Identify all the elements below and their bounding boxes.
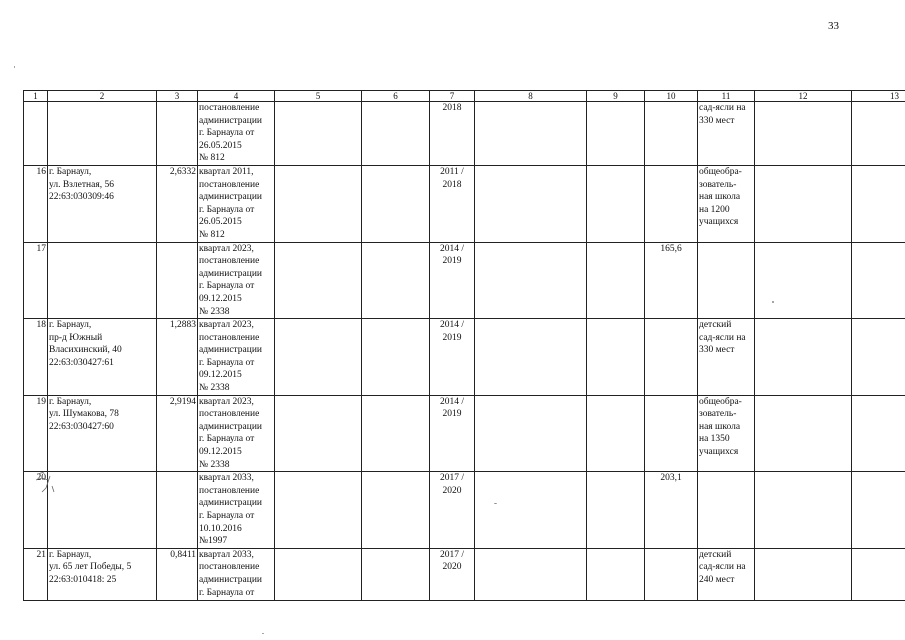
cell-line: постановление — [199, 332, 260, 343]
cell-col-1: 17 — [24, 242, 48, 319]
column-header-10: 10 — [645, 91, 698, 102]
cell-col-5 — [275, 242, 362, 319]
cell-line: г. Барнаула от — [199, 281, 255, 292]
cell-col-12 — [755, 548, 852, 600]
cell-line: 22:63:030427:61 — [49, 357, 114, 368]
cell-line: № 812 — [199, 229, 225, 240]
cell-col-3 — [157, 102, 198, 166]
cell-line: 240 мест — [699, 574, 735, 585]
cell-col-6 — [362, 102, 430, 166]
cell-line: 2011 / — [440, 166, 464, 177]
cell-line: 2018 — [442, 103, 462, 113]
cell-line: г. Барнаул, — [49, 549, 92, 560]
table-row — [24, 395, 905, 472]
cell-line: администрации — [199, 574, 263, 585]
cell-col-6 — [362, 472, 430, 549]
cell-col-6 — [362, 548, 430, 600]
table-row — [24, 472, 905, 549]
cell-line: 2019 — [442, 409, 462, 420]
cell-col-7 — [430, 165, 475, 242]
cell-line: 22:63:030427:60 — [49, 421, 114, 432]
cell-col-1: 21 — [24, 548, 48, 600]
cell-col-3: 0,8411 — [157, 548, 198, 600]
cell-line: постановление — [199, 562, 260, 573]
page-number: 33 — [828, 20, 839, 32]
cell-col-8 — [475, 242, 587, 319]
cell-line: общеобра- — [699, 396, 742, 407]
cell-line: сад-ясли на — [699, 103, 746, 113]
cell-line: администрации — [199, 268, 263, 279]
cell-col-2 — [48, 242, 157, 319]
cell-col-11 — [698, 319, 755, 396]
handwritten-mark — [32, 468, 62, 498]
cell-line: ная школа — [699, 192, 741, 203]
cell-line: 2017 / — [439, 549, 464, 560]
cell-col-5 — [275, 319, 362, 396]
cell-line: №1997 — [199, 536, 228, 547]
cell-line: г. Барнаула от — [199, 204, 255, 215]
cell-col-13 — [852, 319, 905, 396]
cell-col-12 — [755, 395, 852, 472]
column-header-13: 13 — [852, 91, 905, 102]
cell-col-10 — [645, 102, 698, 166]
cell-line: 09.12.2015 — [199, 447, 242, 458]
cell-line: сад-ясли на — [699, 562, 746, 573]
cell-col-7 — [430, 242, 475, 319]
cell-col-5 — [275, 395, 362, 472]
column-header-3: 3 — [157, 91, 198, 102]
cell-col-6 — [362, 395, 430, 472]
cell-line: зователь- — [699, 409, 737, 420]
cell-col-7 — [430, 548, 475, 600]
column-header-7: 7 — [430, 91, 475, 102]
cell-line: 2014 / — [439, 243, 464, 254]
cell-line: ул. 65 лет Победы, 5 — [49, 562, 132, 573]
cell-col-13 — [852, 242, 905, 319]
cell-col-11 — [698, 548, 755, 600]
table-row — [24, 165, 905, 242]
cell-line: квартал 2023, — [199, 243, 254, 254]
cell-line: г. Барнаула от — [199, 511, 255, 521]
cell-col-9 — [587, 395, 645, 472]
cell-line: учащихся — [699, 217, 739, 228]
cell-col-9 — [587, 319, 645, 396]
cell-line: на 1200 — [699, 204, 730, 215]
cell-col-12 — [755, 242, 852, 319]
table-row — [24, 102, 905, 166]
cell-col-12 — [755, 319, 852, 396]
scan-speck — [14, 66, 15, 68]
cell-col-3: 2,6332 — [157, 165, 198, 242]
cell-line: г. Барнаула от — [199, 357, 255, 368]
cell-line: № 2338 — [199, 383, 230, 394]
cell-col-7 — [430, 319, 475, 396]
cell-line: администрации — [199, 115, 263, 126]
column-header-6: 6 — [362, 91, 430, 102]
cell-line: г. Барнаул, — [49, 166, 92, 177]
cell-line: г. Барнаула от — [199, 434, 255, 445]
column-header-12: 12 — [755, 91, 852, 102]
cell-col-13 — [852, 548, 905, 600]
cell-col-9 — [587, 102, 645, 166]
table-row — [24, 548, 905, 600]
cell-line: Власихинский, 40 — [49, 345, 122, 356]
column-header-5: 5 — [275, 91, 362, 102]
column-header-1: 1 — [24, 91, 48, 102]
cell-line: постановление — [199, 256, 260, 267]
cell-line: г. Барнаул, — [49, 396, 92, 407]
cell-line: сад-ясли на — [699, 332, 746, 343]
cell-line: 2014 / — [439, 396, 464, 407]
cell-col-5 — [275, 472, 362, 549]
table-row — [24, 319, 905, 396]
cell-line: № 812 — [199, 153, 225, 164]
cell-col-12 — [755, 102, 852, 166]
cell-line: администрации — [199, 498, 263, 509]
cell-line: зователь- — [699, 179, 737, 190]
scan-speck — [772, 301, 774, 303]
cell-col-4 — [198, 242, 275, 319]
cell-col-2 — [48, 319, 157, 396]
cell-line: г. Барнаул, — [49, 320, 92, 331]
cell-col-1: 19 — [24, 395, 48, 472]
cell-col-4 — [198, 102, 275, 166]
cell-col-5 — [275, 102, 362, 166]
cell-col-7 — [430, 472, 475, 549]
cell-line: ная школа — [699, 421, 741, 432]
table-row — [24, 242, 905, 319]
cell-line: общеобра- — [699, 166, 742, 177]
cell-line: 2019 — [442, 332, 462, 343]
cell-line: 10.10.2016 — [199, 523, 242, 534]
cell-col-13 — [852, 395, 905, 472]
cell-line: пр-д Южный — [49, 332, 103, 343]
cell-col-4 — [198, 395, 275, 472]
cell-col-11 — [698, 242, 755, 319]
cell-line: 26.05.2015 — [199, 217, 242, 228]
cell-line: квартал 2033, — [199, 473, 254, 484]
cell-col-7 — [430, 395, 475, 472]
cell-line: постановление — [199, 103, 260, 113]
cell-line: № 2338 — [199, 306, 230, 317]
cell-col-2 — [48, 395, 157, 472]
cell-col-13 — [852, 472, 905, 549]
cell-col-13 — [852, 102, 905, 166]
column-header-4: 4 — [198, 91, 275, 102]
cell-line: 2018 — [442, 179, 462, 190]
cell-col-8 — [475, 395, 587, 472]
data-table — [23, 90, 905, 601]
cell-col-2 — [48, 548, 157, 600]
cell-line: 22:63:010418: 25 — [49, 574, 117, 585]
cell-line: 330 мест — [699, 115, 735, 126]
cell-col-3 — [157, 472, 198, 549]
cell-line: постановление — [199, 179, 260, 190]
scan-speck — [262, 633, 264, 634]
cell-line: 22:63:030309:46 — [49, 192, 114, 203]
cell-col-1: 20 — [24, 472, 48, 549]
column-header-11: 11 — [698, 91, 755, 102]
cell-col-11 — [698, 102, 755, 166]
cell-col-6 — [362, 242, 430, 319]
cell-line: администрации — [199, 421, 263, 432]
cell-col-5 — [275, 165, 362, 242]
cell-col-5 — [275, 548, 362, 600]
cell-line: 2017 / — [439, 473, 464, 484]
cell-line: квартал 2011, — [199, 166, 254, 177]
cell-col-11 — [698, 395, 755, 472]
cell-line: учащихся — [699, 447, 739, 458]
cell-line: 2019 — [442, 256, 462, 267]
cell-line: ул. Шумакова, 78 — [49, 409, 119, 420]
cell-line: администрации — [199, 192, 263, 203]
cell-line: 2020 — [442, 485, 462, 496]
cell-col-4 — [198, 319, 275, 396]
cell-line: 330 мест — [699, 345, 735, 356]
column-header-2: 2 — [48, 91, 157, 102]
cell-col-6 — [362, 165, 430, 242]
column-header-9: 9 — [587, 91, 645, 102]
cell-line: 09.12.2015 — [199, 293, 242, 304]
cell-col-8 — [475, 472, 587, 549]
cell-col-2 — [48, 165, 157, 242]
cell-line: постановление — [199, 409, 260, 420]
cell-line: № 2338 — [199, 459, 230, 470]
cell-col-10 — [645, 319, 698, 396]
cell-col-4 — [198, 472, 275, 549]
cell-col-2 — [48, 472, 157, 549]
cell-col-3: 2,9194 — [157, 395, 198, 472]
cell-line: детский — [699, 320, 732, 331]
cell-col-8 — [475, 319, 587, 396]
cell-col-3: 1,2883 — [157, 319, 198, 396]
cell-line: 09.12.2015 — [199, 370, 242, 381]
cell-line: детский — [699, 549, 732, 560]
cell-line: г. Барнаула от — [199, 128, 255, 139]
cell-col-2 — [48, 102, 157, 166]
cell-col-10 — [645, 395, 698, 472]
cell-col-6 — [362, 319, 430, 396]
cell-line: 26.05.2015 — [199, 140, 242, 151]
cell-col-1: 16 — [24, 165, 48, 242]
cell-line: администрации — [199, 345, 263, 356]
cell-col-3 — [157, 242, 198, 319]
cell-col-8 — [475, 165, 587, 242]
cell-col-7 — [430, 102, 475, 166]
header-row — [24, 91, 905, 102]
cell-line: на 1350 — [699, 434, 730, 445]
scan-speck — [494, 503, 497, 504]
cell-line: 2014 / — [439, 320, 464, 331]
cell-col-9 — [587, 472, 645, 549]
cell-col-13 — [852, 165, 905, 242]
cell-col-11 — [698, 165, 755, 242]
cell-line: постановление — [199, 485, 260, 496]
cell-col-10: 165,6 — [645, 242, 698, 319]
cell-col-4 — [198, 165, 275, 242]
column-header-8: 8 — [475, 91, 587, 102]
cell-line: квартал 2033, — [199, 549, 254, 560]
cell-col-10 — [645, 165, 698, 242]
cell-col-1: 18 — [24, 319, 48, 396]
cell-line: квартал 2023, — [199, 396, 254, 407]
cell-col-8 — [475, 548, 587, 600]
cell-col-1 — [24, 102, 48, 166]
cell-col-12 — [755, 472, 852, 549]
cell-col-10: 203,1 — [645, 472, 698, 549]
cell-col-9 — [587, 242, 645, 319]
cell-line: ул. Взлетная, 56 — [49, 179, 114, 190]
cell-col-4 — [198, 548, 275, 600]
cell-line: 2020 — [442, 562, 462, 573]
cell-col-11 — [698, 472, 755, 549]
cell-col-8 — [475, 102, 587, 166]
cell-col-9 — [587, 548, 645, 600]
cell-col-12 — [755, 165, 852, 242]
cell-col-9 — [587, 165, 645, 242]
cell-col-10 — [645, 548, 698, 600]
cell-line: квартал 2023, — [199, 320, 254, 331]
cell-line: г. Барнаула от — [199, 587, 255, 598]
